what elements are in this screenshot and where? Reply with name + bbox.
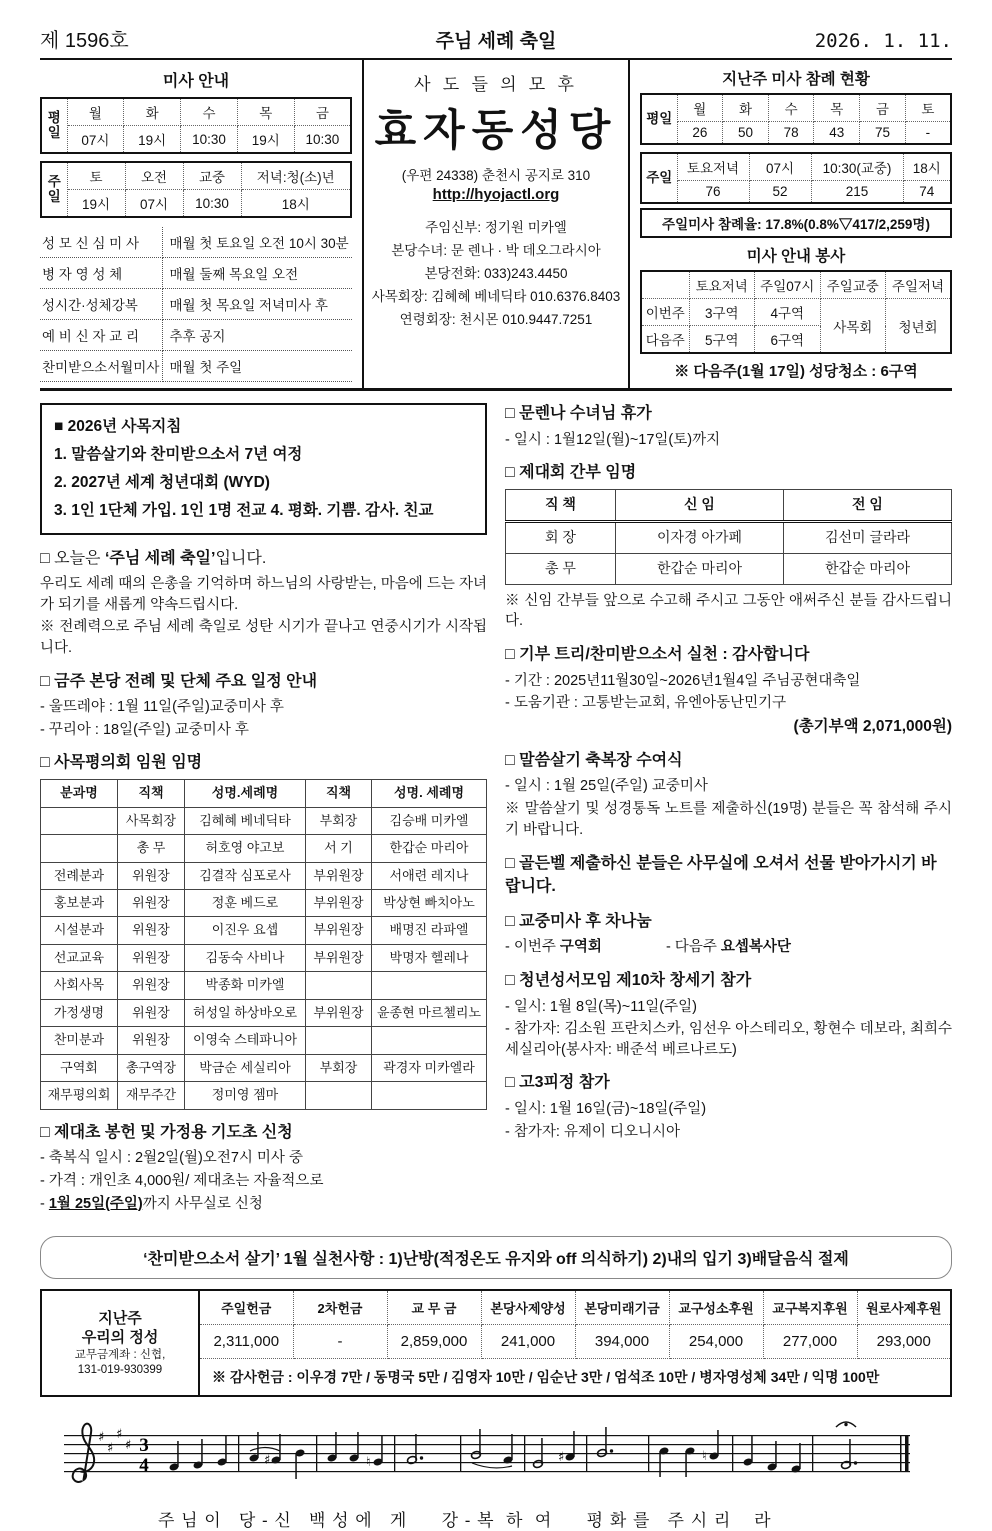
- offering-account-line2: 131-019-930399: [77, 1363, 163, 1376]
- section-council: [40, 752, 487, 1109]
- cell: [372, 1082, 487, 1109]
- headline: [40, 24, 952, 60]
- attendance-rate: 주일미사 참례율: 17.8%(0.8%▽417/2,259명): [640, 208, 952, 238]
- cell: 재무평의회: [41, 1082, 118, 1109]
- table-row: [41, 999, 487, 1026]
- go3-item: - 일시: 1월 16일(금)~18일(주일): [505, 1100, 707, 1117]
- cell: 토: [67, 162, 125, 190]
- table-row: [506, 521, 952, 553]
- contact-info: [368, 217, 624, 332]
- directive-item: 2. 2027년 세계 청년대회 (WYD): [54, 473, 270, 491]
- today-highlight: ‘주님 세례 축일’: [104, 549, 216, 567]
- body-columns: [40, 391, 952, 1226]
- cell: 10:30(교중): [811, 153, 903, 181]
- cell: 76: [677, 181, 749, 204]
- cell: 서 기: [306, 835, 372, 862]
- cell: 추후 공지: [162, 320, 352, 351]
- cell: 07시: [125, 190, 183, 218]
- council-title: □ 사목평의회 임원 임명: [40, 754, 203, 772]
- cell: 위원장: [118, 972, 185, 999]
- cell: 김승배 미카엘: [372, 807, 487, 834]
- cell: 윤종현 마르첼리노: [372, 999, 487, 1026]
- table-row: [41, 972, 487, 999]
- cell: 성명. 세례명: [372, 780, 487, 807]
- altar-table: [505, 489, 952, 585]
- cell: 부위원장: [306, 944, 372, 971]
- cell: 찬미받으소서월미사: [40, 351, 162, 382]
- cell: 10:30: [183, 190, 241, 218]
- sisters-line: 본당수녀: 문 렌나 · 박 데오그라시아: [391, 242, 601, 258]
- cell: 277,000: [763, 1325, 857, 1359]
- cell: 김선미 글라라: [784, 521, 952, 553]
- cell: 이번주: [641, 299, 689, 326]
- cell: 화: [723, 94, 769, 122]
- cell: 07시: [749, 153, 811, 181]
- section-blessing: [505, 750, 952, 840]
- cell: 매월 둘째 목요일 오전: [162, 258, 352, 289]
- cell: 월: [677, 94, 723, 122]
- cell: 박상현 빠치아노: [372, 890, 487, 917]
- cell: 교중: [183, 162, 241, 190]
- cell: 성시간·성체강복: [40, 289, 162, 320]
- today-suffix: 입니다.: [215, 549, 267, 567]
- cell: 394,000: [575, 1325, 669, 1359]
- directive-item: 3. 1인 1단체 가입. 1인 1명 전교 4. 평화. 기쁨. 감사. 친교: [54, 501, 434, 519]
- tea-right-group: 요셉복사단: [720, 939, 791, 956]
- svg-text:♮: ♮: [366, 1455, 371, 1471]
- section-candle: [40, 1122, 487, 1214]
- schedule-row: [40, 227, 352, 258]
- table-row: [41, 944, 487, 971]
- svg-text:♮: ♮: [702, 1449, 707, 1465]
- cell: 4구역: [755, 299, 821, 326]
- attendance-title: 지난주 미사 참례 현황: [722, 71, 870, 88]
- table-row: [41, 1054, 487, 1081]
- cell: 이자경 아가페: [616, 521, 784, 553]
- cell: [306, 1082, 372, 1109]
- offering-label-line1: 지난주: [98, 1309, 142, 1327]
- cell: 전 임: [784, 490, 952, 522]
- deadline-suffix: 까지 사무실로 신청: [142, 1195, 263, 1212]
- svg-text:4: 4: [139, 1455, 149, 1477]
- cell: 회 장: [506, 521, 616, 553]
- monthly-schedule-list: [40, 227, 352, 382]
- issue-number: 제 1596호: [40, 30, 129, 52]
- cell: 6구역: [755, 326, 821, 354]
- cell: 위원장: [118, 862, 185, 889]
- cell: 부위원장: [306, 999, 372, 1026]
- sunday-mass-table: [40, 161, 352, 218]
- offering-label-cell: [41, 1290, 199, 1396]
- blessing-note: ※ 말씀살기 및 성경통독 노트를 제출하신(19명) 분들은 꼭 참석해 주시기 바랍니다.: [505, 800, 952, 838]
- svg-text:♯: ♯: [116, 1427, 123, 1443]
- thanks-offering-note: ※ 감사헌금 : 이우경 7만 / 동명국 5만 / 김영자 10만 / 임순난 3만 / 엄석조 10만 / 병자영성체 34만 / 익명 100만: [199, 1359, 951, 1397]
- candle-title: □ 제대초 봉헌 및 가정용 기도초 신청: [40, 1123, 293, 1141]
- cell: 병 자 영 성 체: [40, 258, 162, 289]
- schedule-row: [40, 351, 352, 382]
- cell: 241,000: [481, 1325, 575, 1359]
- cell: 19시: [124, 126, 181, 154]
- mass-info-title: 미사 안내: [162, 73, 230, 90]
- cell: 2,859,000: [387, 1325, 481, 1359]
- cell: 원로사제후원: [857, 1290, 951, 1325]
- cell: 총 무: [506, 553, 616, 584]
- laudato-si-banner: ‘찬미받으소서 살기’ 1월 실천사항 : 1)난방(적정온도 유지와 off 의식하기) 2)내의 입기 3)배달음식 절제: [40, 1236, 952, 1279]
- cell: 교구성소후원: [669, 1290, 763, 1325]
- cell: 부회장: [306, 807, 372, 834]
- donation-item: - 도움기관 : 고통받는교회, 유엔아동난민기구: [505, 695, 787, 712]
- cell: 주일: [41, 162, 67, 217]
- cell: 한갑순 마리아: [372, 835, 487, 862]
- cell: 홍보분과: [41, 890, 118, 917]
- cell: 사목회장: [118, 807, 185, 834]
- cell: 위원장: [118, 1027, 185, 1054]
- schedule-row: [40, 289, 352, 320]
- youth-item: - 참가자: 김소원 프란치스카, 임선우 아스테리오, 황현수 데보라, 최희수 세실리아(봉사자: 배준석 베르나르도): [505, 1021, 952, 1058]
- cell: 위원장: [118, 890, 185, 917]
- cell: 곽경자 미카엘라: [372, 1054, 487, 1081]
- body-left-column: [40, 403, 487, 1226]
- svg-text:3: 3: [139, 1435, 149, 1457]
- cell: 이진우 요셉: [185, 917, 306, 944]
- cell: 선교교육: [41, 944, 118, 971]
- cleaning-note: ※ 다음주(1월 17일) 성당청소 : 6구역: [674, 363, 918, 380]
- cell: 토요저녁: [689, 271, 755, 299]
- cell: 5구역: [689, 326, 755, 354]
- cell: 성 모 신 심 미 사: [40, 227, 162, 258]
- blessing-item: - 일시 : 1월 25일(주일) 교중미사: [505, 778, 708, 795]
- pastoral-directives-box: [40, 403, 487, 535]
- cell: 215: [811, 181, 903, 204]
- table-row: [41, 1082, 487, 1109]
- section-today: [40, 548, 487, 659]
- service-title: 미사 안내 봉사: [746, 248, 846, 265]
- cell: 293,000: [857, 1325, 951, 1359]
- service-table: [640, 270, 952, 354]
- cell: 정미영 젬마: [185, 1082, 306, 1109]
- section-goldenbell: [505, 852, 952, 898]
- cell: 수: [181, 98, 238, 126]
- donation-item: - 기간 : 2025년11월30일~2026년1월4일 주님공현대축일: [505, 672, 861, 689]
- cell: 10:30: [181, 126, 238, 154]
- cell: 서애련 레지나: [372, 862, 487, 889]
- goldenbell-text: □ 골든벨 제출하신 분들은 사무실에 오셔서 선물 받아가시기 바랍니다.: [505, 855, 937, 896]
- cell: 김결작 심포로사: [185, 862, 306, 889]
- altar-title: □ 제대회 간부 임명: [505, 464, 637, 482]
- body-right-column: [505, 403, 952, 1226]
- cell: 예 비 신 자 교 리: [40, 320, 162, 351]
- cell: 저녁:청(소)년: [241, 162, 351, 190]
- cell: 주일교중: [820, 271, 886, 299]
- cell: 화: [124, 98, 181, 126]
- candle-item: - 축복식 일시 : 2월2일(월)오전7시 미사 중: [40, 1150, 303, 1167]
- candle-deadline: [40, 1194, 487, 1215]
- issue-date: 2026. 1. 11.: [814, 30, 952, 52]
- weekday-attendance-table: [640, 93, 952, 145]
- today-body: 우리도 세례 때의 은총을 기억하며 하느님의 사랑받는, 마음에 드는 자녀가 되기를 새롭게 약속드립시다.: [40, 576, 487, 613]
- today-title: [40, 548, 487, 571]
- cell: 직 책: [506, 490, 616, 522]
- cell: 교 무 금: [387, 1290, 481, 1325]
- svg-text:♯: ♯: [264, 1453, 271, 1469]
- cell: 배명진 라파엘: [372, 917, 487, 944]
- cell: 부회장: [306, 1054, 372, 1081]
- cell: 전례분과: [41, 862, 118, 889]
- cell: 74: [903, 181, 951, 204]
- offering-label-line2: 우리의 정성: [81, 1329, 159, 1347]
- cell: 위원장: [118, 917, 185, 944]
- phone-line: 본당전화: 033)243.4450: [424, 265, 568, 281]
- cell: 직책: [118, 780, 185, 807]
- cell: 박명자 헬레나: [372, 944, 487, 971]
- cell: 구역회: [41, 1054, 118, 1081]
- cell: 매월 첫 주일: [162, 351, 352, 382]
- cell: 수: [768, 94, 814, 122]
- week-schedule-title: □ 금주 본당 전례 및 단체 주요 일정 안내: [40, 672, 318, 690]
- cell: 금: [860, 94, 906, 122]
- cell: 부위원장: [306, 890, 372, 917]
- cell: 254,000: [669, 1325, 763, 1359]
- cell: 매월 첫 토요일 오전 10시 30분: [162, 227, 352, 258]
- attendance-panel: [630, 60, 952, 388]
- youth-title: □ 청년성서모임 제10차 창세기 참가: [505, 971, 752, 989]
- table-row: [506, 553, 952, 584]
- cell: 2,311,000: [199, 1325, 293, 1359]
- cell: 3구역: [689, 299, 755, 326]
- cell: 가정생명: [41, 999, 118, 1026]
- svg-text:♯: ♯: [107, 1441, 114, 1457]
- cell: 월: [67, 98, 124, 126]
- header-band: [40, 60, 952, 391]
- week-schedule-item: - 꾸리아 : 18일(주일) 교중미사 후: [40, 721, 249, 738]
- schedule-row: [40, 258, 352, 289]
- section-youth-bible: [505, 970, 952, 1060]
- cell: 75: [860, 122, 906, 145]
- directive-item: 1. 말씀살기와 찬미받으소서 7년 여정: [54, 445, 303, 463]
- cell: 성명.세례명: [185, 780, 306, 807]
- cell: 07시: [67, 126, 124, 154]
- cell: 오전: [125, 162, 183, 190]
- cell: 직책: [306, 780, 372, 807]
- cell: [372, 1027, 487, 1054]
- cell: [372, 972, 487, 999]
- cell: 교구복지후원: [763, 1290, 857, 1325]
- feast-title: 주님 세례 축일: [435, 31, 557, 52]
- pastor-line: 주임신부: 정기원 미카엘: [425, 220, 567, 235]
- tea-items: [505, 937, 952, 958]
- website-link[interactable]: http://hyojactl.org: [432, 186, 560, 203]
- tea-next-week: [666, 937, 791, 958]
- cell: 허호영 야고보: [185, 835, 306, 862]
- cell: 한갑순 마리아: [616, 553, 784, 584]
- cell: 총구역장: [118, 1054, 185, 1081]
- cell: 사목회: [820, 299, 886, 354]
- cell: 위원장: [118, 999, 185, 1026]
- cell: 총 무: [118, 835, 185, 862]
- cell: [641, 271, 689, 299]
- blessing-title: □ 말씀살기 축복장 수여식: [505, 751, 683, 769]
- weekday-mass-table: [40, 97, 352, 154]
- cell: 주일저녁: [886, 271, 952, 299]
- candle-item: - 가격 : 개인초 4,000원/ 제대초는 자율적으로: [40, 1172, 324, 1189]
- cell: -: [905, 122, 951, 145]
- cell: 이영숙 스테파니아: [185, 1027, 306, 1054]
- cell: 재무주간: [118, 1082, 185, 1109]
- cell: 박금순 세실리아: [185, 1054, 306, 1081]
- svg-text:♯: ♯: [125, 1438, 132, 1454]
- tea-left-group: 구역회: [559, 939, 602, 956]
- table-row: [41, 807, 487, 834]
- cell: 부위원장: [306, 917, 372, 944]
- cell: 19시: [67, 190, 125, 218]
- masthead: [362, 60, 630, 388]
- music-staff: [56, 1411, 936, 1503]
- cell: 다음주: [641, 326, 689, 354]
- church-address: (우편 24338) 춘천시 공지로 310: [401, 168, 591, 183]
- cell: 주일: [641, 153, 677, 203]
- table-row: [41, 862, 487, 889]
- cell: 금: [294, 98, 351, 126]
- schedule-row: [40, 320, 352, 351]
- youth-item: - 일시: 1월 8일(목)~11일(주일): [505, 998, 697, 1015]
- deadline-prefix: -: [40, 1195, 49, 1212]
- tea-right-prefix: - 다음주: [665, 939, 721, 956]
- hymn-notation: [40, 1411, 952, 1531]
- directives-title: ■ 2026년 사목지침: [54, 418, 182, 435]
- table-row: [41, 917, 487, 944]
- cell: 목: [237, 98, 294, 126]
- cell: 찬미분과: [41, 1027, 118, 1054]
- donation-total: (총기부액 2,071,000원): [793, 717, 952, 735]
- council-table: [40, 779, 487, 1109]
- go3-item: - 참가자: 유제이 디오니시아: [505, 1123, 681, 1140]
- cell: 박종화 미카엘: [185, 972, 306, 999]
- section-altar-society: [505, 462, 952, 632]
- sister-title: □ 문렌나 수녀님 휴가: [505, 405, 652, 422]
- cell: 청년회: [886, 299, 952, 354]
- altar-note: ※ 신임 간부들 앞으로 수고해 주시고 그동안 애써주신 분들 감사드립니다.: [505, 592, 952, 630]
- mass-info-panel: [40, 60, 362, 388]
- cell: 43: [814, 122, 860, 145]
- cell: 78: [768, 122, 814, 145]
- tea-left-prefix: - 이번주: [505, 939, 560, 956]
- cell: [306, 972, 372, 999]
- cell: 본당사제양성: [481, 1290, 575, 1325]
- donation-title: □ 기부 트리/찬미받으소서 실천 : 감사합니다: [505, 645, 810, 663]
- week-schedule-item: - 울뜨레야 : 1월 11일(주일)교중미사 후: [40, 699, 284, 716]
- cell: 평일: [641, 94, 677, 144]
- cell: 토: [905, 94, 951, 122]
- today-prefix: □ 오늘은: [40, 549, 105, 567]
- cell: 26: [677, 122, 723, 145]
- church-name: 효자동성당: [374, 108, 618, 155]
- deadline-date: 1월 25일(주일): [48, 1195, 143, 1212]
- cell: [41, 807, 118, 834]
- cell: 허성일 하상바오로: [185, 999, 306, 1026]
- cell: 분과명: [41, 780, 118, 807]
- offering-account-line1: 교무금계좌 : 신협,: [74, 1348, 166, 1361]
- cell: -: [293, 1325, 387, 1359]
- sister-item: - 일시 : 1월12일(월)~17일(토)까지: [505, 431, 721, 448]
- cell: 주일헌금: [199, 1290, 293, 1325]
- cell: 10:30: [294, 126, 351, 154]
- cell: 평일: [41, 98, 67, 153]
- svg-text:♯: ♯: [98, 1430, 105, 1446]
- tea-title: □ 교중미사 후 차나눔: [505, 912, 652, 930]
- offering-table: [40, 1289, 952, 1397]
- table-row: [41, 890, 487, 917]
- masthead-subtitle: 사 도 들 의 모 후: [414, 75, 578, 94]
- cell: 19시: [237, 126, 294, 154]
- cell: 정훈 베드로: [185, 890, 306, 917]
- hymn-lyrics: 주 님 이 당 - 신 백 성 에 게 강 - 복 하 여 평 화 를 주 시 리 라: [158, 1511, 772, 1531]
- cell: 2차헌금: [293, 1290, 387, 1325]
- today-note: ※ 전례력으로 주님 세례 축일로 성탄 시기가 끝나고 연중시기가 시작됩니다.: [40, 619, 487, 657]
- svg-text:♯: ♯: [558, 1450, 565, 1466]
- go3-title: □ 고3피정 참가: [505, 1074, 610, 1092]
- section-tea: [505, 911, 952, 958]
- cell: 위원장: [118, 944, 185, 971]
- table-row: [41, 835, 487, 862]
- cell: 김동숙 사비나: [185, 944, 306, 971]
- table-row: [41, 1027, 487, 1054]
- cell: 신 임: [616, 490, 784, 522]
- cell: 시설분과: [41, 917, 118, 944]
- cell: 18시: [241, 190, 351, 218]
- cell: 부위원장: [306, 862, 372, 889]
- chair-line: 사목회장: 김혜혜 베네딕타 010.6376.8403: [371, 288, 621, 304]
- cell: 목: [814, 94, 860, 122]
- cell: 주일07시: [755, 271, 821, 299]
- cell: 사회사목: [41, 972, 118, 999]
- cell: 50: [723, 122, 769, 145]
- tea-this-week: [505, 937, 602, 958]
- cell: 본당미래기금: [575, 1290, 669, 1325]
- cell: 토요저녁: [677, 153, 749, 181]
- sunday-attendance-table: [640, 152, 952, 204]
- cell: [41, 835, 118, 862]
- cell: 한갑순 마리아: [784, 553, 952, 584]
- yeonryeong-line: 연령회장: 천시몬 010.9447.7251: [399, 311, 593, 327]
- cell: [306, 1027, 372, 1054]
- cell: 52: [749, 181, 811, 204]
- cell: 김혜혜 베네딕타: [185, 807, 306, 834]
- section-week-schedule: [40, 671, 487, 741]
- cell: 18시: [903, 153, 951, 181]
- section-go3-retreat: [505, 1072, 952, 1142]
- section-donation: [505, 644, 952, 738]
- cell: 매월 첫 목요일 저녁미사 후: [162, 289, 352, 320]
- section-sister-vacation: [505, 403, 952, 450]
